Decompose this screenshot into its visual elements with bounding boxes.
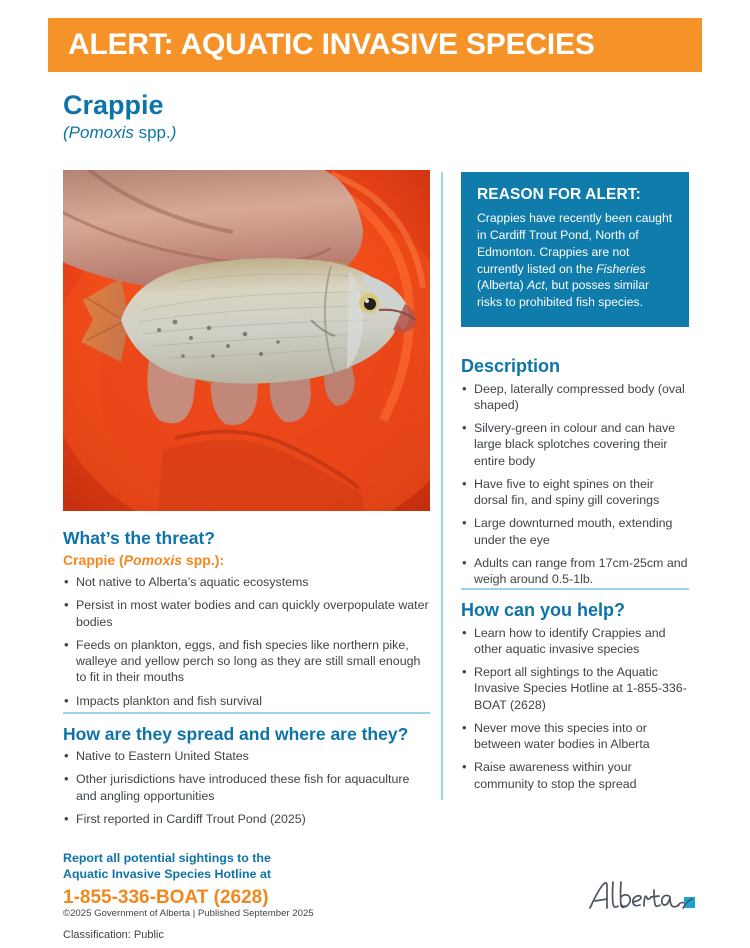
- list-item: • Not native to Alberta’s aquatic ecosystems: [63, 574, 430, 590]
- threat-subhead-before: Crappie (: [63, 552, 124, 569]
- list-item: • Native to Eastern United States: [63, 748, 430, 764]
- spread-section: [63, 712, 430, 834]
- list-item: • Learn how to identify Crappies and other aquatic invasive species: [461, 625, 689, 658]
- column-divider: [441, 172, 443, 800]
- list-item: • Never move this species into or between water bodies in Alberta: [461, 720, 689, 753]
- list-item: • Deep, laterally compressed body (oval shaped): [461, 381, 689, 414]
- alberta-wordmark: [586, 878, 698, 920]
- section-divider: [461, 588, 689, 590]
- reason-italic-fisheries: Fisheries: [596, 261, 646, 276]
- threat-subhead-genus: Pomoxis: [123, 552, 183, 569]
- alberta-logo-icon: [586, 878, 698, 920]
- threat-subheading: [63, 552, 430, 568]
- list-item: • Persist in most water bodies and can quickly overpopulate water bodies: [63, 597, 430, 630]
- threat-list: [63, 574, 430, 709]
- reason-text-2: (Alberta): [477, 278, 528, 293]
- scientific-name: [63, 124, 176, 143]
- list-item: • Large downturned mouth, extending under the eye: [461, 515, 689, 548]
- list-item: • First reported in Cardiff Trout Pond (2025): [63, 811, 430, 827]
- scientific-close-paren: ): [170, 123, 177, 142]
- list-item: • Adults can range from 17cm-25cm and weigh around 0.5-1lb.: [461, 555, 689, 588]
- description-list: [461, 381, 689, 588]
- reason-for-alert-body: [477, 210, 673, 311]
- reason-for-alert-title: REASON FOR ALERT:: [477, 186, 641, 203]
- alert-banner-text: ALERT: AQUATIC INVASIVE SPECIES: [68, 28, 595, 61]
- how-can-you-help-heading: How can you help?: [461, 600, 626, 620]
- scientific-open-paren: (: [63, 123, 69, 142]
- spread-list: [63, 748, 430, 827]
- reason-text-1: Crappies have recently been caught in Cardiff Trout Pond, North of Edmonton. Crappies are not currently listed on the: [477, 211, 673, 276]
- page-title: Crappie: [63, 90, 164, 120]
- description-heading: Description: [461, 356, 561, 376]
- species-photo: [63, 170, 430, 511]
- copyright-text: ©2025 Government of Alberta | Published September 2025: [63, 908, 314, 919]
- list-item: • Other jurisdictions have introduced these fish for aquaculture and angling opportunities: [63, 771, 430, 804]
- contact-line-1: Report all potential sightings to the: [63, 851, 271, 865]
- hotline-phone-number[interactable]: 1-855-336-BOAT (2628): [63, 886, 269, 908]
- list-item: • Raise awareness within your community to stop the spread: [461, 759, 689, 792]
- list-item: • Have five to eight spines on their dorsal fin, and spiny gill coverings: [461, 476, 689, 509]
- alert-banner: [48, 18, 702, 72]
- how-can-you-help-list: [461, 625, 689, 792]
- spread-heading: How are they spread and where are they?: [63, 724, 409, 744]
- classification-text: Classification: Public: [63, 929, 164, 941]
- list-item: • Feeds on plankton, eggs, and fish species like northern pike, walleye and yellow perch so long as they are still small enough to fit in their mouths: [63, 637, 430, 686]
- footer-contact: [63, 851, 443, 909]
- contact-line-2: Aquatic Invasive Species Hotline at: [63, 866, 271, 881]
- how-can-you-help-section: [461, 588, 689, 799]
- reason-italic-act: Act: [527, 278, 545, 293]
- description-section: [461, 356, 689, 594]
- list-item: • Impacts plankton and fish survival: [63, 693, 430, 709]
- threat-section: [63, 528, 430, 716]
- scientific-rank: spp.: [133, 123, 171, 142]
- scientific-genus: Pomoxis: [68, 123, 134, 142]
- reason-text-3: , but posses similar risks to prohibited fish species.: [477, 278, 650, 310]
- list-item: • Silvery-green in colour and can have large black splotches covering their entire body: [461, 420, 689, 469]
- threat-subhead-after: spp.):: [182, 552, 225, 569]
- reason-for-alert-box: [461, 172, 689, 327]
- fish-photo-illustration: [63, 170, 430, 511]
- threat-heading: What’s the threat?: [63, 528, 215, 548]
- section-divider: [63, 712, 430, 714]
- list-item: • Report all sightings to the Aquatic Invasive Species Hotline at 1-855-336-BOAT (2628): [461, 664, 689, 713]
